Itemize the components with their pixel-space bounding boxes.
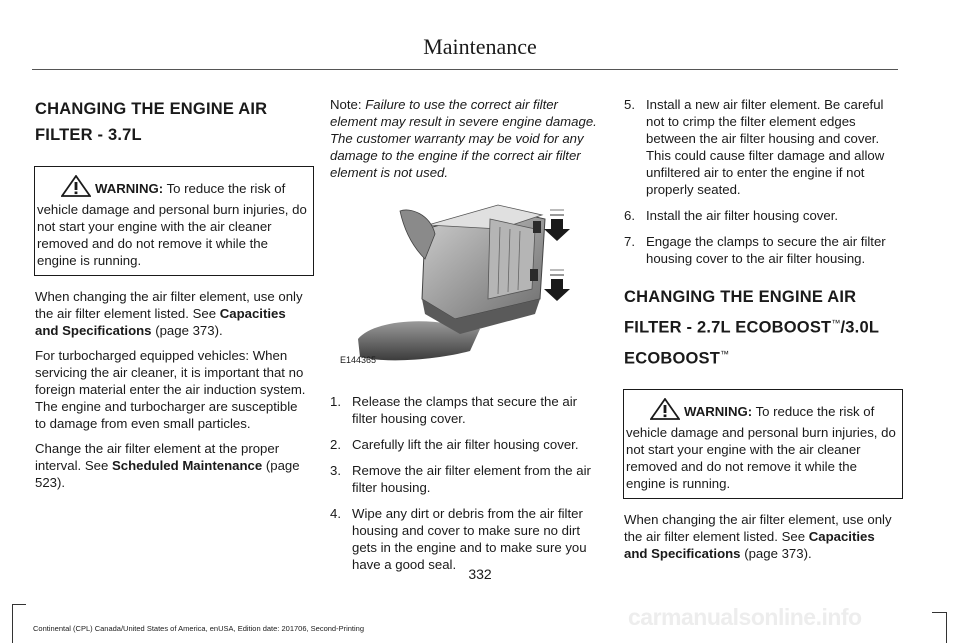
warning-label: WARNING: (95, 181, 164, 196)
warning-label: WARNING: (684, 404, 753, 419)
steps-list (624, 96, 898, 267)
steps-list (330, 393, 604, 573)
warning-text: To reduce the risk of vehicle damage and personal burn injuries, do not start your engine with the air cleaner removed and do not remove it while the engine is running. (37, 181, 307, 268)
figure-id-label: E144365 (340, 355, 377, 365)
cross-reference-link[interactable]: Capacities and Specifications (35, 306, 286, 338)
footer-edition-text: Continental (CPL) Canada/United States of America, enUSA, Edition date: 201706, Second-Printing (33, 624, 365, 633)
cross-reference-link[interactable]: Scheduled Maintenance (111, 458, 263, 473)
paragraph: For turbocharged equipped vehicles: When servicing the air cleaner, it is important that no foreign material enter the air induction system. The engine and turbocharger are susceptible to damage from even small particles. (35, 348, 306, 431)
list-item: 1. Release the clamps that secure the air filter housing cover. (330, 394, 578, 426)
page-number: 332 (468, 566, 492, 582)
crop-mark (12, 604, 13, 643)
section-heading-ecoboost: CHANGING THE ENGINE AIR FILTER - 2.7L ECOBOOST™/3.0L ECOBOOST™ (624, 288, 880, 367)
list-item: 6. Install the air filter housing cover. (624, 208, 839, 223)
list-item: 3. Remove the air filter element from the air filter housing. (330, 463, 591, 495)
down-arrow-icon (544, 269, 570, 301)
cross-reference-link[interactable]: Capacities and Specifications (624, 529, 875, 561)
list-item: 2. Carefully lift the air filter housing cover. (330, 437, 579, 452)
warning-triangle-icon (61, 175, 91, 201)
crop-mark (946, 612, 947, 643)
column-middle (330, 96, 604, 582)
warning-box (623, 389, 903, 499)
air-filter-housing-image (330, 189, 602, 364)
down-arrow-icon (544, 209, 570, 241)
note-label: Note: (330, 97, 362, 112)
crop-mark (932, 612, 946, 613)
warning-box (34, 166, 314, 276)
watermark-text: carmanualsonline.info (628, 604, 862, 630)
header-divider (32, 69, 898, 70)
warning-text: To reduce the risk of vehicle damage and personal burn injuries, do not start your engine with the air cleaner removed and do not remove it while the engine is running. (626, 404, 896, 491)
air-filter-illustration (330, 189, 602, 379)
page-header-title: Maintenance (423, 34, 537, 59)
paragraph: When changing the air filter element, use only the air filter element listed. See Capacities and Specifications (page 373). (624, 512, 892, 561)
column-left (35, 96, 309, 499)
crop-mark (12, 604, 26, 605)
list-item: 5. Install a new air filter element. Be careful not to crimp the filter element edges between the air filter housing and cover. This could cause filter damage and allow unfiltered air to enter the engine if not properly seated. (624, 97, 885, 197)
list-item: 7. Engage the clamps to secure the air filter housing cover to the air filter housing. (624, 234, 886, 266)
note-paragraph: Note: Failure to use the correct air filter element may result in severe engine damage. The customer warranty may be void for any damage to the engine if the correct air filter element is not used. (330, 97, 597, 180)
column-right (624, 96, 898, 570)
section-heading-3-7l: CHANGING THE ENGINE AIR FILTER - 3.7L (35, 100, 268, 144)
warning-triangle-icon (650, 398, 680, 424)
paragraph: Change the air filter element at the proper interval. See Scheduled Maintenance (page 523). (35, 441, 300, 490)
list-item: 4. Wipe any dirt or debris from the air filter housing and cover to make sure no dirt gets in the engine and to make sure you have a good seal. (330, 506, 587, 572)
paragraph: When changing the air filter element, use only the air filter element listed. See Capacities and Specifications (page 373). (35, 289, 303, 338)
